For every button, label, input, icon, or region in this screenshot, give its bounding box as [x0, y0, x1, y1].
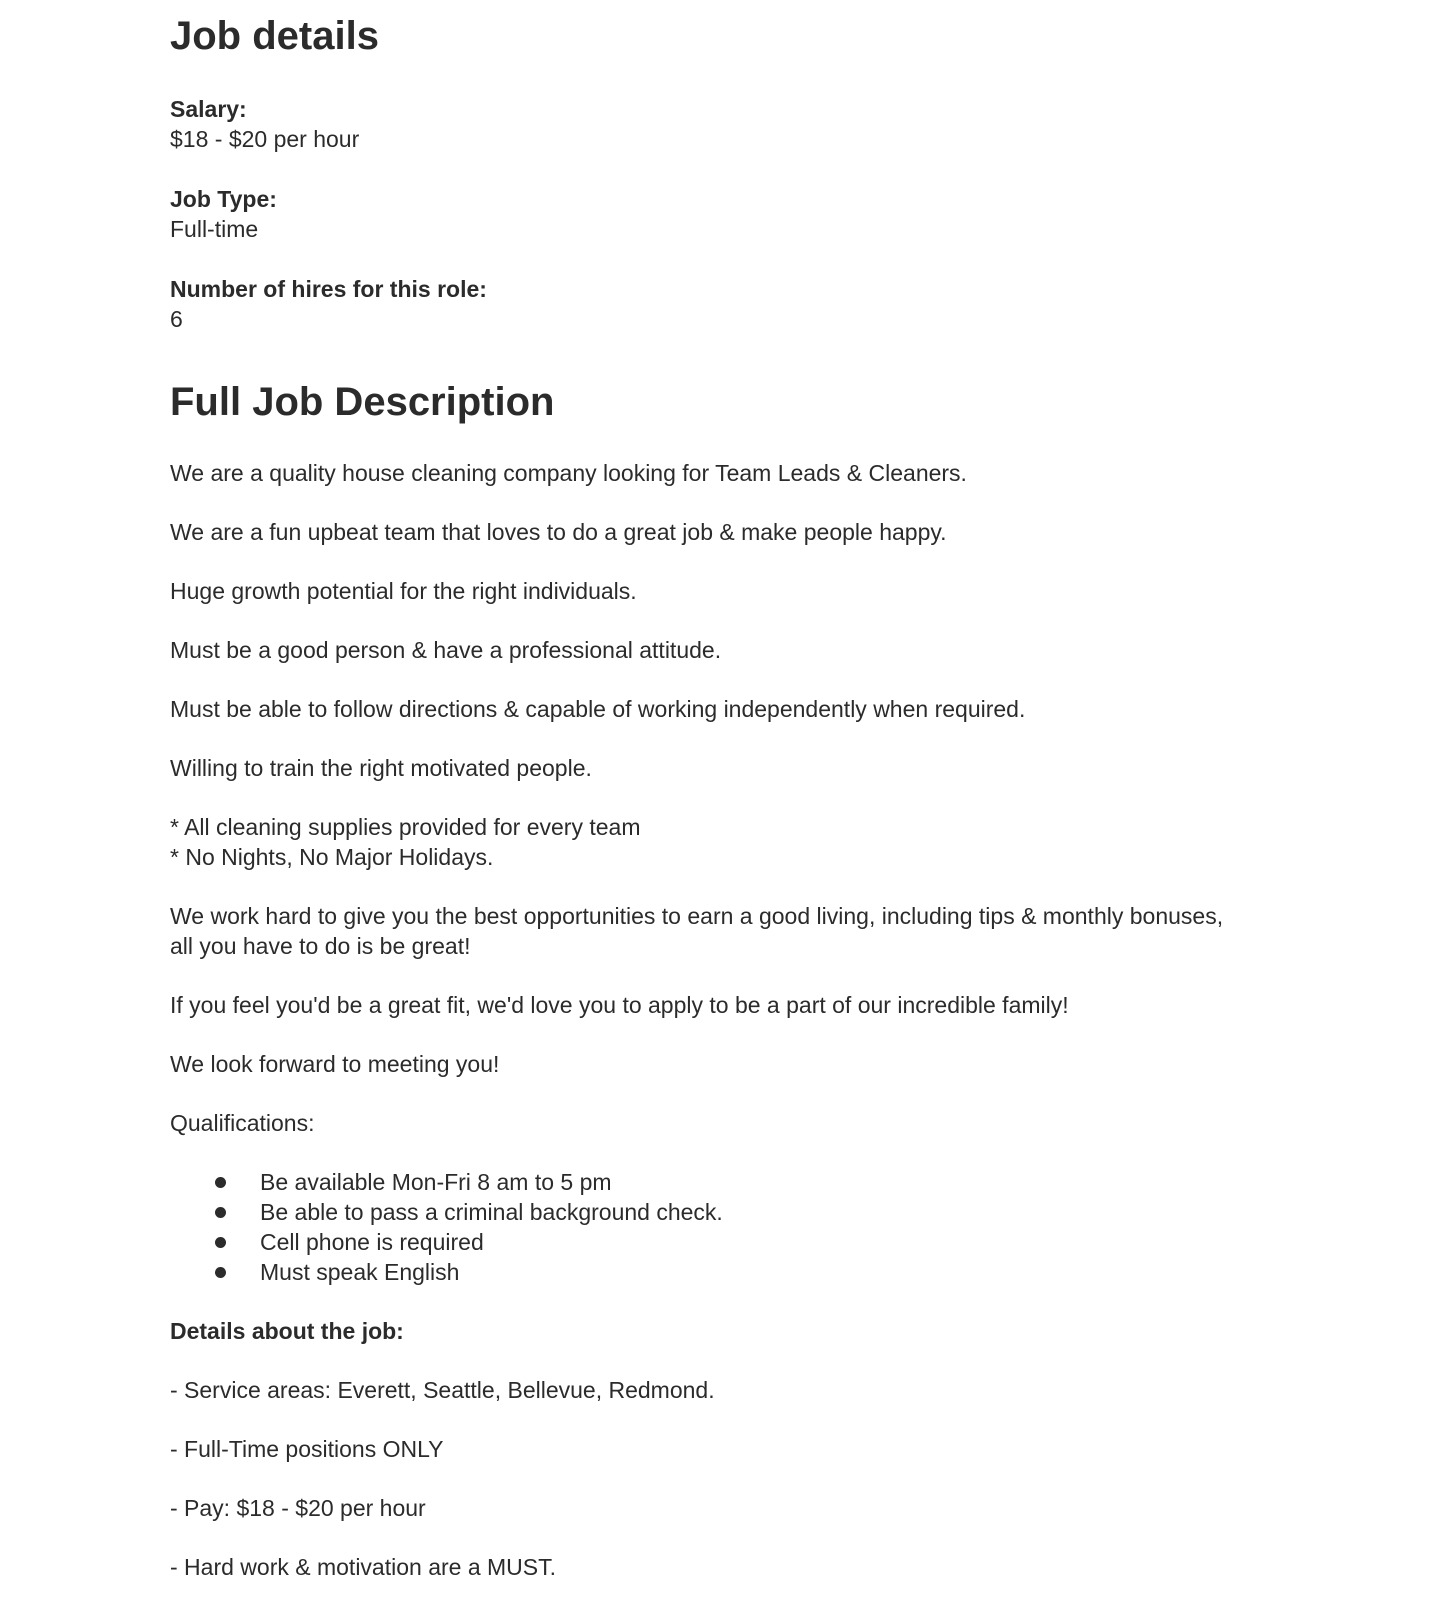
bullet-icon: [215, 1207, 226, 1218]
perks-block: [170, 812, 1290, 872]
description-paragraph: Huge growth potential for the right individuals.: [170, 578, 637, 604]
perk-item: * All cleaning supplies provided for every team: [170, 814, 641, 840]
qualifications-label: Qualifications:: [170, 1110, 315, 1136]
list-item: [170, 1167, 1290, 1197]
description-paragraph: We are a fun upbeat team that loves to do a great job & make people happy.: [170, 519, 947, 545]
qualification-text: Be available Mon-Fri 8 am to 5 pm: [260, 1169, 612, 1195]
detail-item: - Full-Time positions ONLY: [170, 1436, 444, 1462]
closing-paragraph: We look forward to meeting you!: [170, 1051, 500, 1077]
details-label: Details about the job:: [170, 1318, 404, 1344]
hires-field: [170, 274, 1290, 334]
list-item: [170, 1227, 1290, 1257]
qualification-text: Must speak English: [260, 1259, 460, 1285]
description-paragraph: We are a quality house cleaning company looking for Team Leads & Cleaners.: [170, 460, 967, 486]
description-paragraph: Must be a good person & have a professional attitude.: [170, 637, 722, 663]
job-type-field: [170, 184, 1290, 244]
detail-item: - Hard work & motivation are a MUST.: [170, 1554, 557, 1580]
job-posting-content: [170, 10, 1290, 1611]
perk-item: * No Nights, No Major Holidays.: [170, 844, 494, 870]
full-description-heading: Full Job Description: [170, 380, 555, 424]
description-paragraph: Must be able to follow directions & capable of working independently when required.: [170, 696, 1026, 722]
qualifications-list: [170, 1167, 1290, 1287]
salary-value: $18 - $20 per hour: [170, 126, 360, 152]
bullet-icon: [215, 1237, 226, 1248]
qualification-text: Be able to pass a criminal background check.: [260, 1199, 723, 1225]
detail-item: - Pay: $18 - $20 per hour: [170, 1495, 426, 1521]
apply-paragraph: If you feel you'd be a great fit, we'd love you to apply to be a part of our incredible family!: [170, 992, 1069, 1018]
bullet-icon: [215, 1267, 226, 1278]
detail-item: - Service areas: Everett, Seattle, Bellevue, Redmond.: [170, 1377, 715, 1403]
job-details-heading: Job details: [170, 14, 379, 58]
job-type-label: Job Type:: [170, 186, 277, 212]
earn-paragraph: [170, 901, 1290, 961]
earn-line: all you have to do is be great!: [170, 933, 471, 959]
hires-value: 6: [170, 306, 183, 332]
earn-line: We work hard to give you the best opportunities to earn a good living, including tips & monthly bonuses,: [170, 903, 1224, 929]
qualification-text: Cell phone is required: [260, 1229, 484, 1255]
salary-label: Salary:: [170, 96, 247, 122]
bullet-icon: [215, 1177, 226, 1188]
job-type-value: Full-time: [170, 216, 259, 242]
list-item: [170, 1197, 1290, 1227]
description-body: [170, 458, 1290, 1582]
list-item: [170, 1257, 1290, 1287]
salary-field: [170, 94, 1290, 154]
description-paragraph: Willing to train the right motivated people.: [170, 755, 592, 781]
hires-label: Number of hires for this role:: [170, 276, 487, 302]
